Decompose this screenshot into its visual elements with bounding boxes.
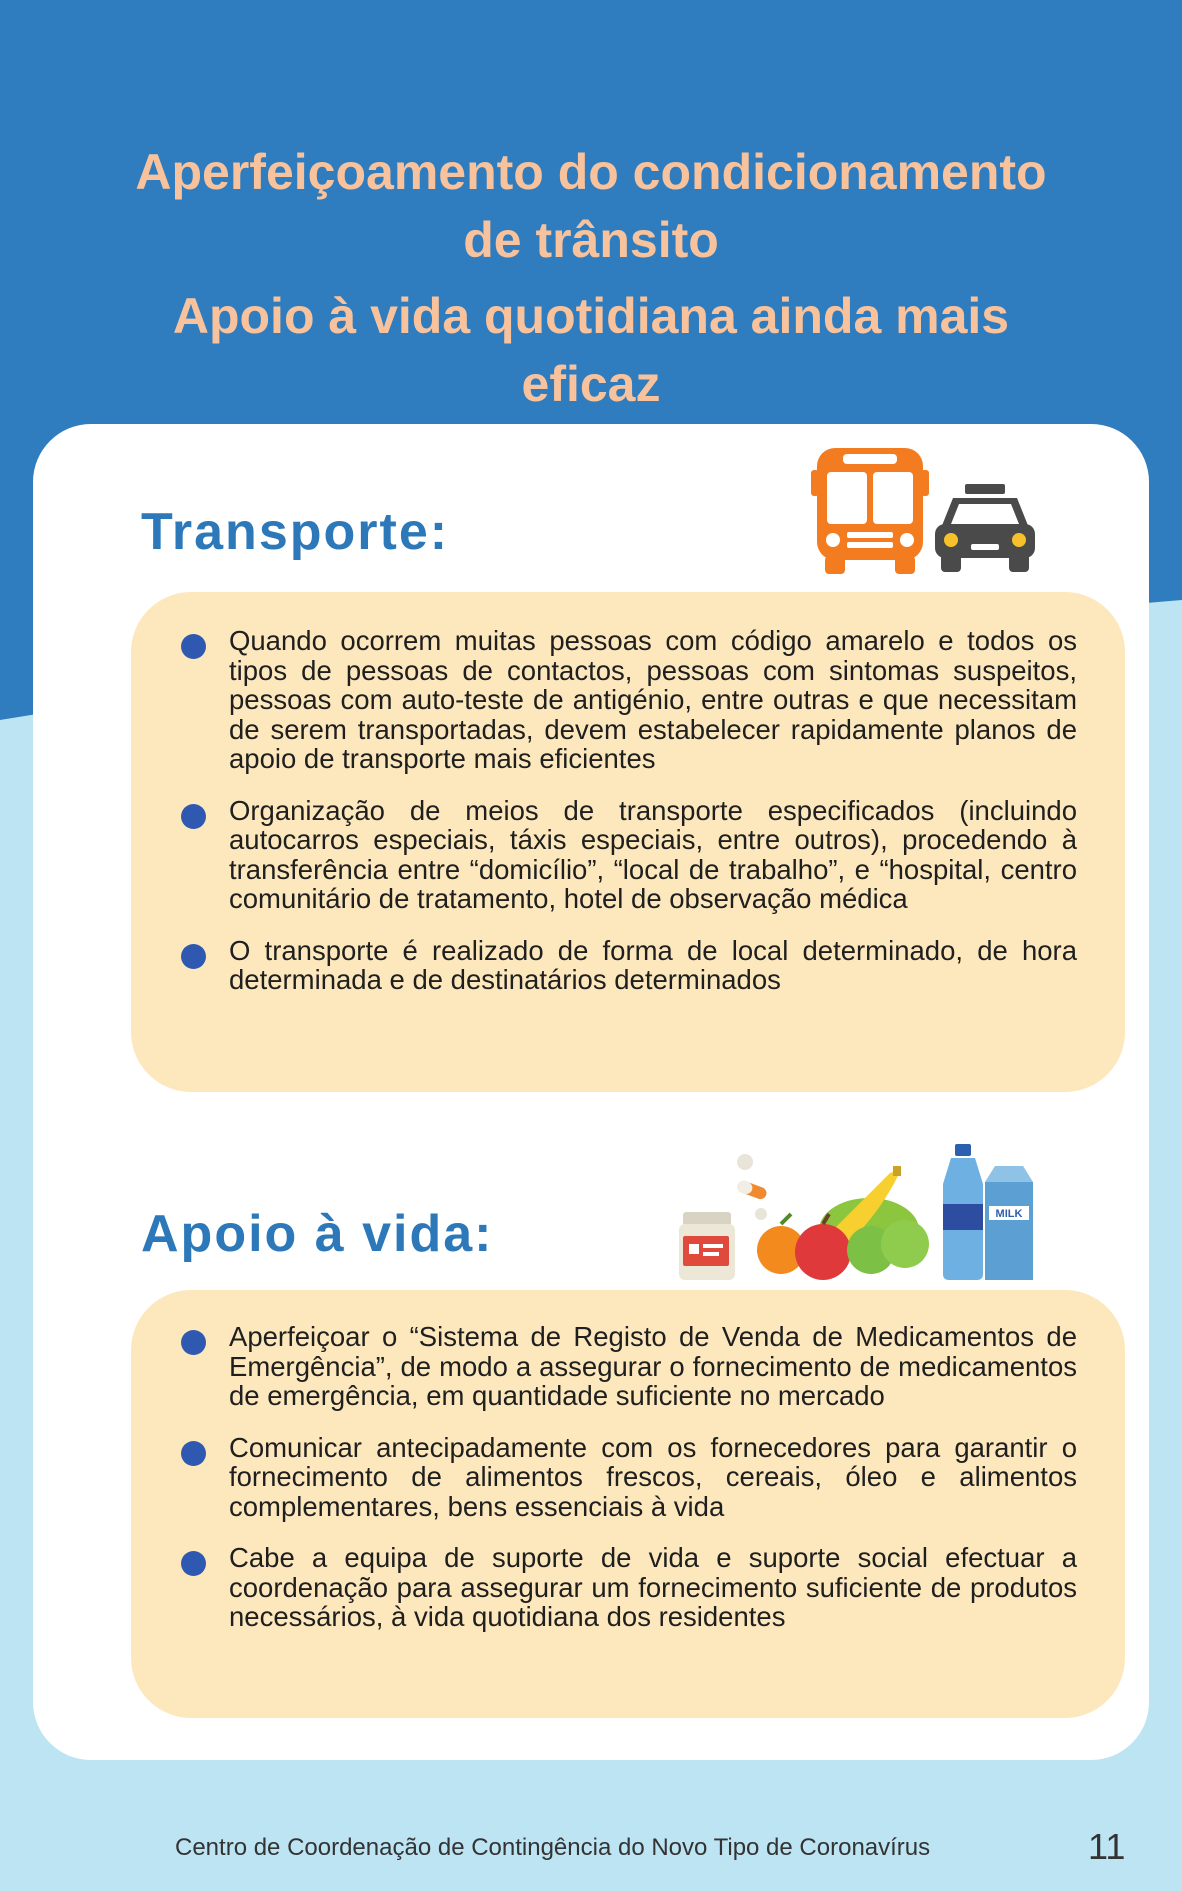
title-line-3: Apoio à vida quotidiana ainda mais: [172, 288, 1010, 344]
bullet-icon: [181, 1551, 206, 1576]
groceries-illustration: [679, 1144, 1065, 1280]
life-item-2: Comunicar antecipadamente com os fornecedores para garantir o fornecimento de alimentos frescos, cereais, óleo e alimentos complementares, bens essenciais à vida: [229, 1431, 1077, 1522]
fruit-icon: [757, 1166, 929, 1280]
transport-item-3: O transporte é realizado de forma de local determinado, de hora determinada e de destinatários determinados: [229, 934, 1077, 995]
list-item: [131, 1543, 1125, 1632]
list-item: [131, 796, 1125, 914]
transport-item-1: Quando ocorrem muitas pessoas com código amarelo e todos os tipos de pessoas de contactos, pessoas com sintomas suspeitos, pessoas com auto-teste de antigénio, entre outras e que necessitam de serem transportadas, devem estabelecer rapidamente planos de apoio de transporte mais eficientes: [229, 625, 1077, 774]
pills-icon: [736, 1154, 768, 1220]
transport-heading: Transporte:: [141, 503, 450, 561]
page-number: 11: [1088, 1826, 1126, 1867]
medicine-bottle-icon: [679, 1212, 735, 1280]
milk-carton-icon: [985, 1166, 1033, 1280]
svg-text:MILK: MILK: [995, 1208, 1023, 1220]
bullet-icon: [181, 1330, 206, 1355]
water-bottle-icon: [943, 1144, 983, 1280]
footer-text: Centro de Coordenação de Contingência do Novo Tipo de Coronavírus: [175, 1834, 931, 1861]
bullet-icon: [181, 804, 206, 829]
life-box: [131, 1290, 1125, 1718]
title-line-2: de trânsito: [463, 212, 719, 268]
taxi-icon: [935, 484, 1035, 572]
list-item: [131, 1433, 1125, 1522]
bullet-icon: [181, 634, 206, 659]
list-item: [131, 936, 1125, 995]
life-item-3: Cabe a equipa de suporte de vida e suporte social efectuar a coordenação para assegurar um fornecimento suficiente de produtos necessários, à vida quotidiana dos residentes: [229, 1542, 1077, 1632]
title-line-4: eficaz: [521, 356, 661, 412]
bus-icon: [811, 448, 929, 574]
list-item: [131, 626, 1125, 774]
bullet-icon: [181, 944, 206, 969]
transport-box: [131, 592, 1125, 1092]
list-item: [131, 1322, 1125, 1411]
bullet-icon: [181, 1441, 206, 1466]
life-heading: Apoio à vida:: [141, 1205, 494, 1263]
title-line-1: Aperfeiçoamento do condicionamento: [135, 144, 1047, 200]
page-title: [0, 138, 1182, 418]
transport-item-2: Organização de meios de transporte especificados (incluindo autocarros especiais, táxis especiais, entre outros), procedendo à transferência entre “domicílio”, “local de trabalho”, e “hospital, centro comunitário de tratamento, hotel de observação médica: [229, 794, 1077, 914]
life-item-1: Aperfeiçoar o “Sistema de Registo de Venda de Medicamentos de Emergência”, de modo a assegurar o fornecimento de medicamentos de emergência, em quantidade suficiente no mercado: [229, 1321, 1077, 1411]
content-card: [33, 424, 1149, 1760]
